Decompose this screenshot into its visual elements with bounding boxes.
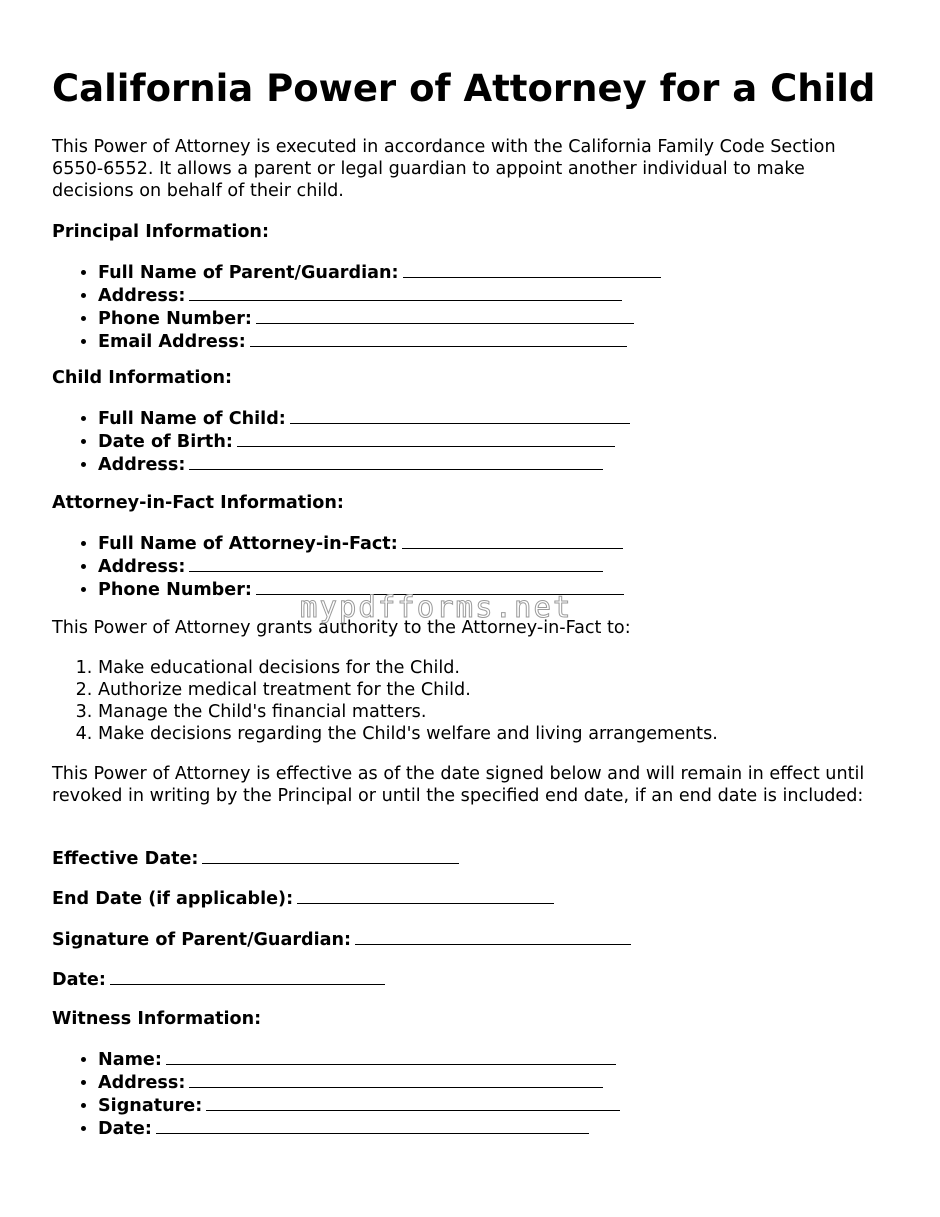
signature-blank[interactable] (355, 928, 631, 945)
authority-item: 3. Manage the Child's financial matters. (98, 701, 718, 723)
principal-address-field: • Address: (98, 284, 661, 307)
effective-date-blank[interactable] (202, 847, 459, 864)
child-name-blank[interactable] (290, 407, 630, 424)
child-dob-field: • Date of Birth: (98, 430, 630, 453)
principal-email-blank[interactable] (250, 330, 627, 347)
attorney-name-field: • Full Name of Attorney-in-Fact: (98, 532, 624, 555)
end-date-blank[interactable] (297, 887, 554, 904)
signature-date-field: Date: (52, 968, 385, 991)
document-title: California Power of Attorney for a Child (52, 67, 876, 110)
child-dob-blank[interactable] (237, 430, 615, 447)
child-address-field: • Address: (98, 453, 630, 476)
signature-field: Signature of Parent/Guardian: (52, 928, 631, 951)
watermark-text: mypdfforms.net (300, 590, 573, 624)
child-heading: Child Information: (52, 368, 233, 388)
witness-date-field: • Date: (98, 1117, 620, 1140)
child-address-blank[interactable] (189, 453, 603, 470)
child-name-field: • Full Name of Child: (98, 407, 630, 430)
witness-name-blank[interactable] (166, 1048, 616, 1065)
witness-address-blank[interactable] (189, 1071, 603, 1088)
witness-name-field: • Name: (98, 1048, 620, 1071)
signature-date-blank[interactable] (110, 968, 385, 985)
witness-address-field: • Address: (98, 1071, 620, 1094)
witness-date-blank[interactable] (156, 1117, 589, 1134)
principal-email-field: • Email Address: (98, 330, 661, 353)
authority-item: 1. Make educational decisions for the Child. (98, 657, 718, 679)
effective-date-field: Effective Date: (52, 847, 459, 870)
witness-signature-field: • Signature: (98, 1094, 620, 1117)
child-field-list (52, 407, 630, 476)
attorney-name-blank[interactable] (402, 532, 623, 549)
principal-phone-blank[interactable] (256, 307, 634, 324)
authority-item: 2. Authorize medical treatment for the Child. (98, 679, 718, 701)
witness-signature-blank[interactable] (206, 1094, 620, 1111)
authority-paragraph: This Power of Attorney grants authority to the Attorney-in-Fact to: (52, 618, 631, 638)
principal-field-list (52, 261, 661, 353)
witness-heading: Witness Information: (52, 1009, 262, 1029)
end-date-field: End Date (if applicable): (52, 887, 554, 910)
principal-heading: Principal Information: (52, 222, 269, 242)
authority-item: 4. Make decisions regarding the Child's welfare and living arrangements. (98, 723, 718, 745)
witness-field-list (52, 1048, 620, 1140)
attorney-phone-field: • Phone Number: (98, 578, 624, 601)
attorney-heading: Attorney-in-Fact Information: (52, 493, 344, 513)
attorney-address-blank[interactable] (189, 555, 603, 572)
attorney-address-field: • Address: (98, 555, 624, 578)
intro-paragraph: This Power of Attorney is executed in accordance with the California Family Code Section 6550-6552. It allows a parent or legal guardian to appoint another individual to make decisions on behalf of their child. (52, 137, 836, 201)
effect-paragraph: This Power of Attorney is effective as of the date signed below and will remain in effect until revoked in writing by the Principal or until the specified end date, if an end date is included: (52, 764, 865, 806)
principal-phone-field: • Phone Number: (98, 307, 661, 330)
authority-list (52, 657, 718, 745)
principal-address-blank[interactable] (189, 284, 622, 301)
principal-name-blank[interactable] (403, 261, 661, 278)
principal-name-field: • Full Name of Parent/Guardian: (98, 261, 661, 284)
